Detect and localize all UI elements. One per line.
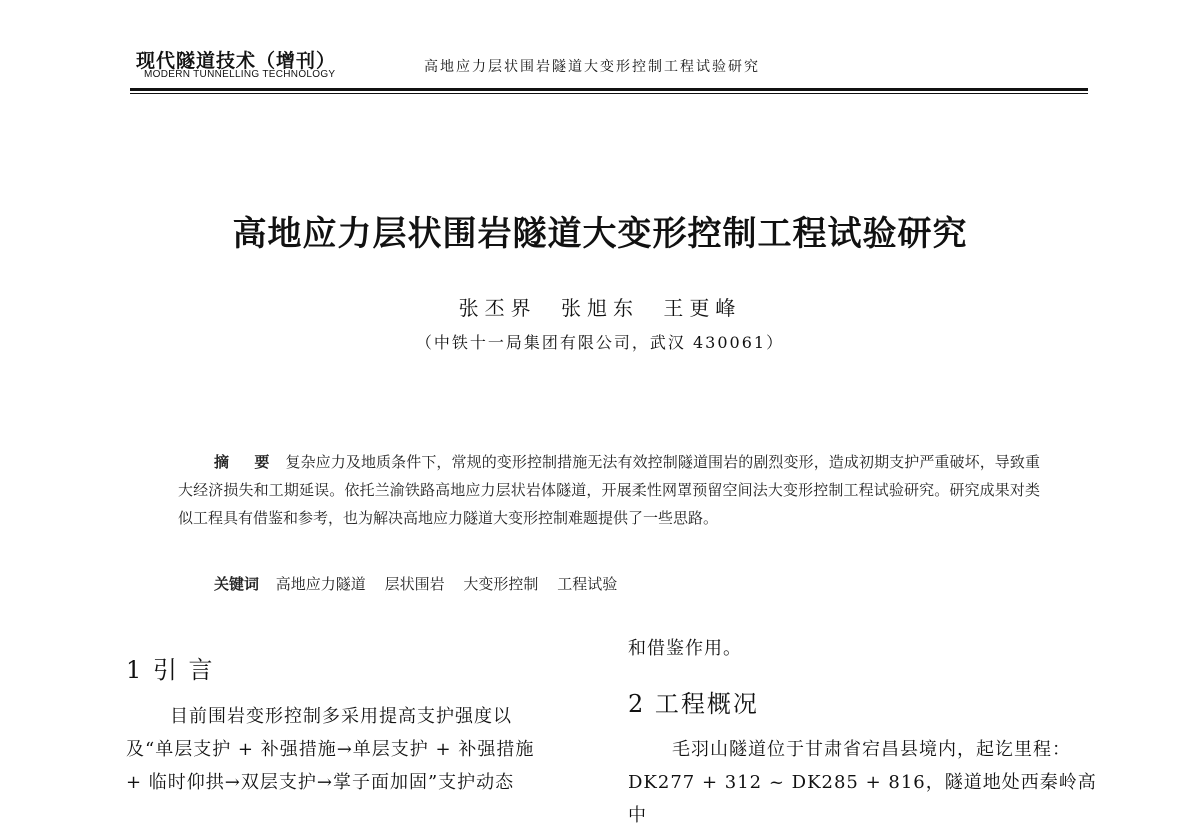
keyword: 高地应力隧道: [275, 575, 366, 593]
abstract-label: 摘 要: [214, 453, 280, 471]
overview-body: [628, 733, 1098, 832]
running-title: 高地应力层状围岩隧道大变形控制工程试验研究: [424, 59, 760, 75]
keywords-label: 关键词: [214, 575, 260, 593]
journal-name-cn: 现代隧道技术（增刊）: [136, 50, 337, 72]
keyword: 大变形控制: [463, 575, 539, 593]
abstract-text: 复杂应力及地质条件下，常规的变形控制措施无法有效控制隧道围岩的剧烈变形，造成初期支护严重破坏，导致重大经济损失和工期延误。依托兰渝铁路高地应力层状岩体隧道，开展柔性网罩预留空间法大变形控制工程试验研究。研究成果对类似工程具有借鉴和参考，也为解决高地应力隧道大变形控制难题提供了一些思路。: [178, 453, 1040, 527]
body-line: DK277 + 312 ~ DK285 + 816，隧道地处西秦岭高中: [628, 772, 1097, 826]
author-name: 张旭东: [561, 296, 639, 320]
affiliation: （中铁十一局集团有限公司，武汉 430061）: [415, 333, 785, 352]
body-line: 及“单层支护 + 补强措施→单层支护 + 补强措施: [126, 739, 535, 760]
body-line: 目前围岩变形控制多采用提高支护强度以: [170, 706, 512, 727]
section-heading-intro: 1 引 言: [126, 656, 215, 684]
paper-title: 高地应力层状围岩隧道大变形控制工程试验研究: [232, 214, 968, 254]
keyword: 层状围岩: [384, 575, 445, 593]
author-name: 王更峰: [663, 296, 742, 320]
keywords: [214, 570, 1040, 598]
carryover-line: 和借鉴作用。: [628, 638, 742, 659]
abstract: [178, 448, 1040, 532]
body-line: + 临时仰拱→双层支护→掌子面加固”支护动态: [126, 772, 515, 793]
journal-name-en: MODERN TUNNELLING TECHNOLOGY: [144, 69, 336, 80]
header-rule: [130, 88, 1088, 94]
body-line: 毛羽山隧道位于甘肃省宕昌县境内，起讫里程：: [672, 739, 1071, 760]
page-header: [130, 44, 1088, 94]
author-list: [0, 292, 1200, 321]
keyword: 工程试验: [557, 575, 618, 593]
intro-body: [126, 700, 596, 799]
section-heading-overview: 2 工程概况: [628, 690, 759, 718]
author-name: 张丕界: [458, 296, 537, 320]
